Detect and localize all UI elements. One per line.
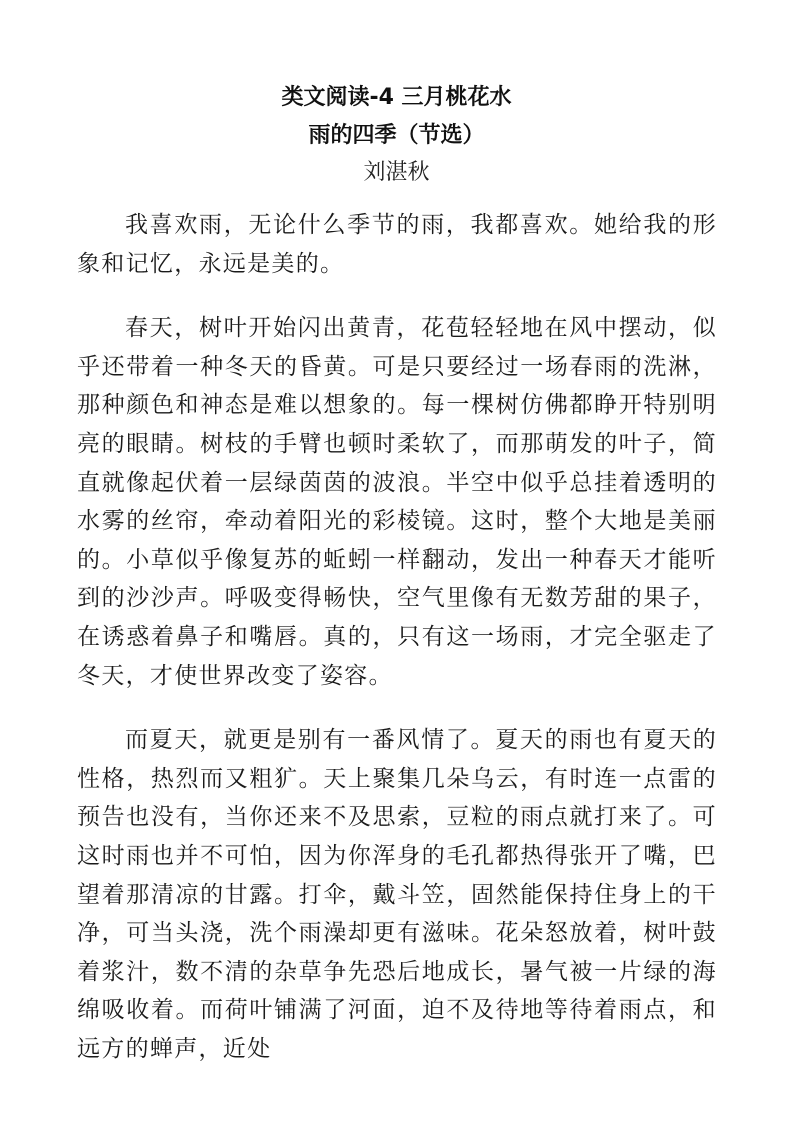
paragraph-summer: 而夏天，就更是别有一番风情了。夏天的雨也有夏天的性格，热烈而又粗犷。天上聚集几朵乌云，有时连一点雷的预告也没有，当你还来不及思索，豆粒的雨点就打来了。可这时雨也并不可怕，因为你浑身的毛孔都热得张开了嘴，巴望着那清凉的甘露。打伞，戴斗笠，固然能保持住身上的干净，可当头浇，洗个雨澡却更有滋味。花朵怒放着，树叶鼓着浆汁，数不清的杂草争先恐后地成长，暑气被一片绿的海绵吸收着。而荷叶铺满了河面，迫不及待地等待着雨点，和远方的蝉声，近处 [77,727,717,1062]
paragraph-spring: 春天，树叶开始闪出黄青，花苞轻轻地在风中摆动，似乎还带着一种冬天的昏黄。可是只要经过一场春雨的洗淋，那种颜色和神态是难以想象的。每一棵树仿佛都睁开特别明亮的眼睛。树枝的手臂也顿时柔软了，而那萌发的叶子，简直就像起伏着一层绿茵茵的波浪。半空中似乎总挂着透明的水雾的丝帘，牵动着阳光的彩棱镜。这时，整个大地是美丽的。小草似乎像复苏的蚯蚓一样翻动，发出一种春天才能听到的沙沙声。呼吸变得畅快，空气里像有无数芳甜的果子，在诱惑着鼻子和嘴唇。真的，只有这一场雨，才完全驱走了冬天，才使世界改变了姿容。 [77,315,717,689]
document-subtitle: 雨的四季（节选） [308,123,485,148]
paragraph-intro: 我喜欢雨，无论什么季节的雨，我都喜欢。她给我的形象和记忆，永远是美的。 [77,212,717,277]
document-title: 类文阅读-4 三月桃花水 [281,85,512,110]
article-body [77,206,717,1094]
author-name: 刘湛秋 [363,160,430,185]
